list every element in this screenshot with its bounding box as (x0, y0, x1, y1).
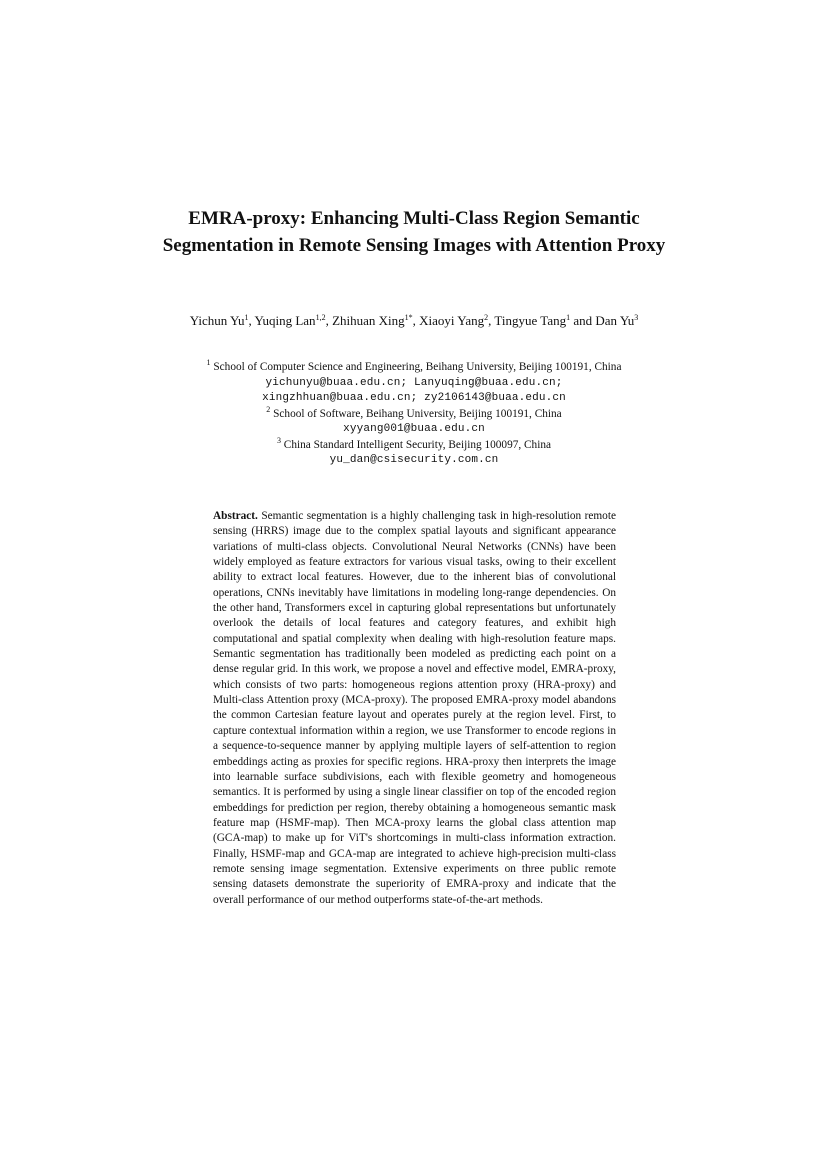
author-separator: and (570, 313, 596, 328)
author (190, 313, 249, 328)
paper-title: EMRA-proxy: Enhancing Multi-Class Region Semantic Segmentation in Remote Sensing Images with Attention Proxy (162, 208, 666, 256)
author (595, 313, 638, 328)
author-name: Yichun Yu (189, 313, 245, 328)
affiliation (150, 360, 678, 376)
affiliation-text: School of Software, Beihang University, Beijing 100191, China (273, 407, 562, 420)
affiliation-email: xingzhhuan@buaa.edu.cn; zy2106143@buaa.edu.cn (262, 392, 566, 404)
author-name: Tingyue Tang (494, 313, 567, 328)
author-affiliation-mark: 1,2 (315, 313, 326, 322)
abstract-text: Semantic segmentation is a highly challenging task in high-resolution remote sensing (HRRS) image due to the complex spatial layouts and significant appearance variations of multi-class objects. Convolutional Neural Networks (CNNs) have been widely employed as feature extractors for various visual tasks, owing to their excellent ability to extract local features. However, due to the inherent bias of convolutional operations, CNNs inevitably have limitations in modeling long-range dependencies. On the other hand, Transformers excel in capturing global representations but unfortunately overlook the details of local features and category features, and exhibit high computational and spatial complexity when dealing with high-resolution feature maps. Semantic segmentation has traditionally been modeled as predicting each point on a dense regular grid. In this work, we propose a novel and effective model, EMRA-proxy, which consists of two parts: homogeneous regions attention proxy (HRA-proxy) and Multi-class Attention proxy (MCA-proxy). The proposed EMRA-proxy model abandons the common Cartesian feature layout and operates purely at the region level. First, to capture contextual information within a region, we use Transformer to encode regions in a sequence-to-sequence manner by applying multiple layers of self-attention to region embeddings acting as proxies for specific regions. HRA-proxy then interprets the image into learnable surface subdivisions, each with flexible geometry and homogeneous semantics. It is performed by using a single linear classifier on top of the encoded region embeddings for prediction per region, thereby obtaining a homogeneous semantic mask feature map (HSMF-map). Then MCA-proxy learns the global class attention map (GCA-map) to make up for ViT's shortcomings in multi-class information extraction. Finally, HSMF-map and GCA-map are integrated to achieve high-precision multi-class remote sensing image segmentation. Extensive experiments on three public remote sensing datasets demonstrate the superiority of EMRA-proxy and indicate that the overall performance of our method outperforms state-of-the-art methods. (213, 510, 616, 906)
author (494, 313, 570, 328)
author-name: Zhihuan Xing (332, 313, 405, 328)
affiliation (150, 404, 678, 423)
author-affiliation-mark: 2 (484, 313, 489, 322)
affiliation-text: China Standard Intelligent Security, Beijing 100097, China (283, 438, 552, 451)
abstract (213, 509, 616, 908)
author-affiliation-mark: 1 (566, 313, 571, 322)
author (255, 313, 326, 328)
author (419, 313, 488, 328)
affiliation (150, 435, 678, 454)
author (332, 313, 413, 328)
author-separator: , (248, 313, 255, 328)
author-separator: , (325, 313, 333, 328)
author-list (160, 313, 668, 328)
author-separator: , (488, 313, 495, 328)
affiliation-list (150, 360, 678, 469)
affiliation-number: 2 (266, 404, 271, 414)
affiliation-number: 1 (206, 358, 211, 367)
author-affiliation-mark: 3 (634, 313, 639, 322)
affiliation-number: 3 (276, 435, 281, 445)
affiliation-text: School of Computer Science and Engineering, Beihang University, Beijing 100191, China (213, 361, 622, 373)
author-name: Dan Yu (595, 313, 635, 328)
author-name: Xiaoyi Yang (419, 313, 485, 328)
affiliation-email: xyyang001@buaa.edu.cn (343, 423, 485, 435)
affiliation-email: yu_dan@csisecurity.com.cn (329, 454, 499, 466)
author-separator: , (412, 313, 420, 328)
affiliation-email: yichunyu@buaa.edu.cn; Lanyuqing@buaa.edu.cn; (265, 376, 563, 389)
author-name: Yuqing Lan (254, 313, 316, 328)
author-affiliation-mark: 1 (244, 313, 249, 322)
author-affiliation-mark: 1* (404, 313, 413, 322)
abstract-label: Abstract. (213, 510, 258, 522)
